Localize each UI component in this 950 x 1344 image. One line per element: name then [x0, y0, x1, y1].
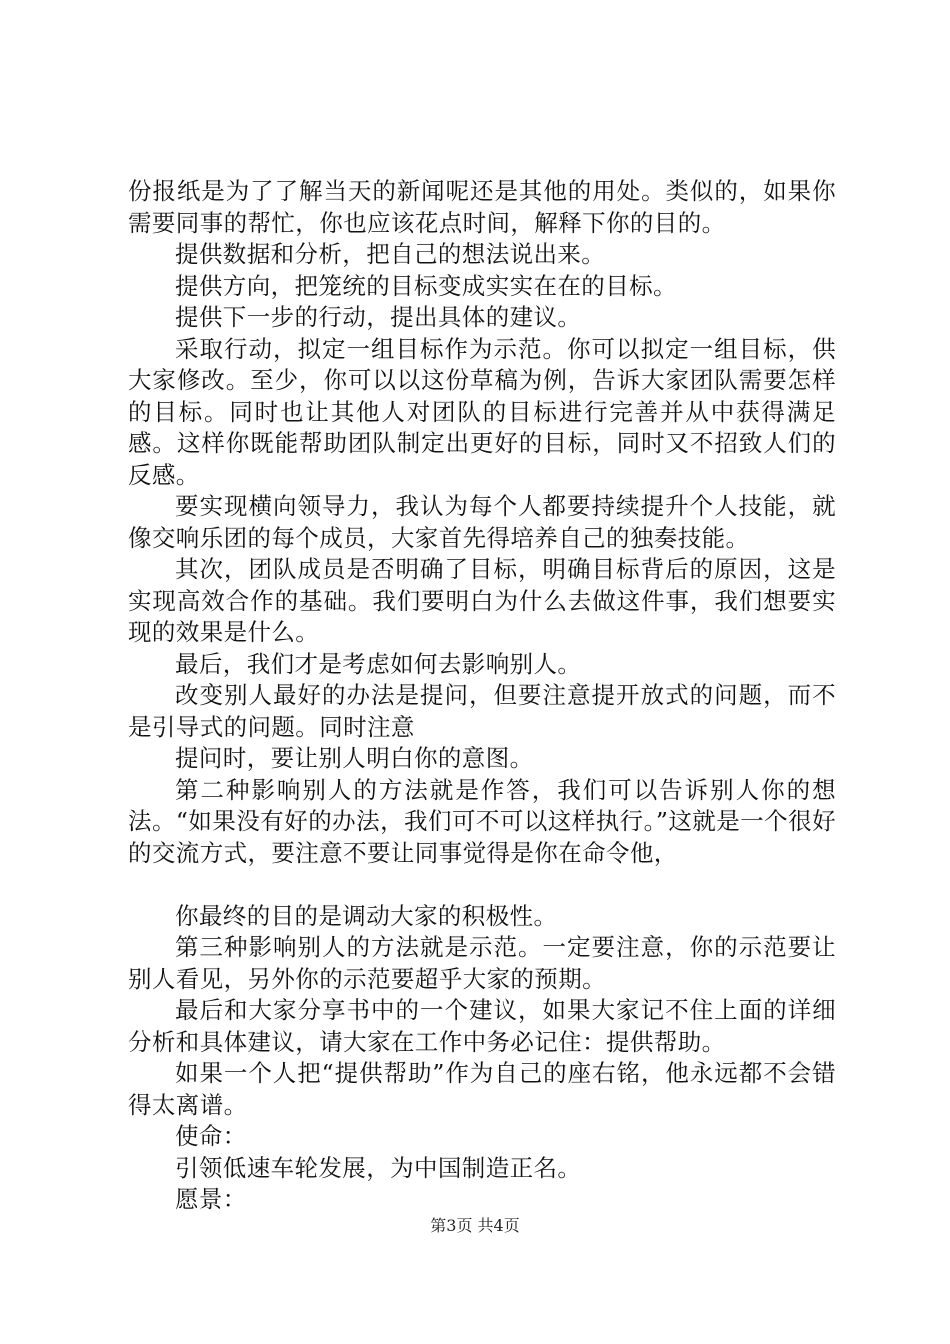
paragraph: 你最终的目的是调动大家的积极性。: [175, 901, 558, 930]
paragraph: 改变别人最好的办法是提问，但要注意提开放式的问题，而不是引导式的问题。同时注意: [128, 681, 836, 741]
paragraph: 采取行动，拟定一组目标作为示范。你可以拟定一组目标，供大家修改。至少，你可以以这份草稿为例，告诉大家团队需要怎样的目标。同时也让其他人对团队的目标进行完善并从中获得满足感。这样你既能帮助团队制定出更好的目标，同时又不招致人们的反感。: [128, 334, 836, 489]
document-body: [128, 176, 836, 1216]
paragraph: 第三种影响别人的方法就是示范。一定要注意，你的示范要让别人看见，另外你的示范要超乎大家的预期。: [128, 933, 836, 993]
page-footer: 第3页 共4页: [430, 1216, 520, 1235]
paragraph: 第二种影响别人的方法就是作答，我们可以告诉别人你的想法。“如果没有好的办法，我们可不可以这样执行。”这就是一个很好的交流方式，要注意不要让同事觉得是你在命令他，: [128, 775, 836, 867]
paragraph: 使命：: [175, 1122, 247, 1150]
paragraph: 如果一个人把“提供帮助”作为自己的座右铭，他永远都不会错得太离谱。: [128, 1059, 836, 1119]
paragraph: 提供下一步的行动，提出具体的建议。: [175, 303, 582, 331]
paragraph: 要实现横向领导力，我认为每个人都要持续提升个人技能，就像交响乐团的每个成员，大家首先得培养自己的独奏技能。: [128, 492, 836, 552]
paragraph: 最后，我们才是考虑如何去影响别人。: [175, 649, 582, 678]
paragraph: 最后和大家分享书中的一个建议，如果大家记不住上面的详细分析和具体建议，请大家在工作中务必记住：提供帮助。: [128, 996, 836, 1056]
paragraph: 提供数据和分析，把自己的想法说出来。: [175, 240, 606, 268]
paragraph: 提问时，要让别人明白你的意图。: [175, 744, 534, 772]
paragraph: 提供方向，把笼统的目标变成实实在在的目标。: [175, 271, 677, 300]
paragraph: 其次，团队成员是否明确了目标，明确目标背后的原因，这是实现高效合作的基础。我们要明白为什么去做这件事，我们想要实现的效果是什么。: [128, 555, 836, 646]
paragraph: 份报纸是为了了解当天的新闻呢还是其他的用处。类似的，如果你需要同事的帮忙，你也应该花点时间，解释下你的目的。: [128, 177, 836, 237]
paragraph: 引领低速车轮发展，为中国制造正名。: [175, 1153, 582, 1182]
paragraph: 愿景：: [175, 1185, 247, 1213]
